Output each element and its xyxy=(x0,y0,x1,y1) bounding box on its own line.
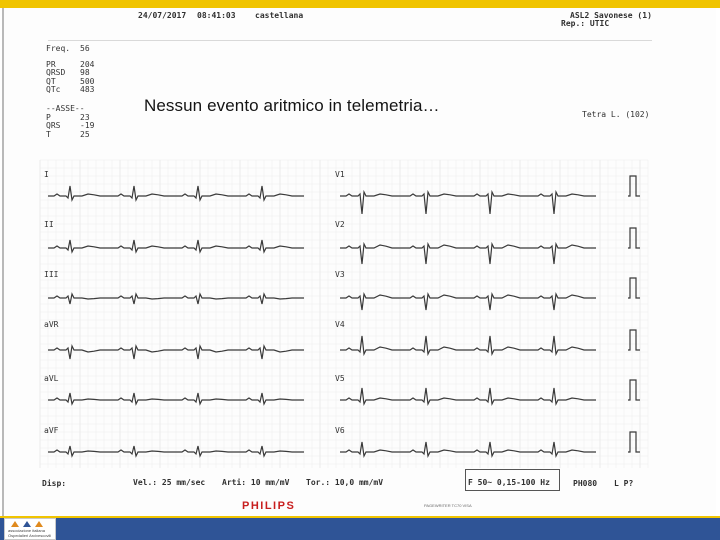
ecg-speed: Vel.: 25 mm/sec xyxy=(133,478,206,487)
lead-label-v6: V6 xyxy=(335,426,345,435)
ecg-filter: F 50~ 0,15-100 Hz xyxy=(468,478,550,487)
trace-v4 xyxy=(340,336,596,354)
lead-label-v1: V1 xyxy=(335,170,345,179)
lead-label-ii: II xyxy=(44,220,54,229)
measurement-value: 23 xyxy=(80,113,90,122)
brand-model: PAGEWRITER TC70 VISA xyxy=(424,503,472,508)
lead-label-v2: V2 xyxy=(335,220,345,229)
logo-line-2: Ospedalieri Arcivescovili xyxy=(8,533,52,538)
header-separator xyxy=(48,40,652,41)
ecg-department: Rep.: UTIC xyxy=(561,19,610,28)
calibration-pulse xyxy=(628,432,640,452)
measurement-value: 98 xyxy=(80,68,90,77)
philips-logo: PHILIPS xyxy=(242,500,296,512)
measurement-label: PR xyxy=(46,60,56,69)
ecg-date: 24/07/2017 xyxy=(138,11,187,20)
lead-label-avr: aVR xyxy=(44,320,59,329)
ecg-grid xyxy=(40,160,648,468)
calibration-pulse xyxy=(628,380,640,400)
measurement-value: 483 xyxy=(80,85,95,94)
lead-label-i: I xyxy=(44,170,49,179)
bottom-band xyxy=(0,518,720,540)
measurement-label: QT xyxy=(46,77,56,86)
measurement-value: 25 xyxy=(80,130,90,139)
trace-v2 xyxy=(340,244,596,264)
lead-label-v3: V3 xyxy=(335,270,345,279)
measurement-value: 204 xyxy=(80,60,95,69)
logo-line-1: associazione italiana xyxy=(8,528,45,533)
association-logo xyxy=(4,518,56,540)
calibration-pulse xyxy=(628,228,640,248)
ecg-device-code: PH080 xyxy=(573,479,598,488)
lead-label-avl: aVL xyxy=(44,374,59,383)
ecg-time: 08:41:03 xyxy=(197,11,236,20)
trace-v3 xyxy=(340,294,596,310)
lead-label-avf: aVF xyxy=(44,426,59,435)
ecg-patient-name: castellana xyxy=(255,11,304,20)
ecg-display-label: Disp: xyxy=(42,479,67,488)
calibration-pulse xyxy=(628,330,640,350)
slide-title: Nessun evento aritmico in telemetria… xyxy=(144,96,440,115)
measurement-label: QTc xyxy=(46,85,61,94)
ecg-hospital: ASL2 Savonese (1) xyxy=(570,11,652,20)
measurement-value: 56 xyxy=(80,44,90,53)
measurement-value: 500 xyxy=(80,77,95,86)
ecg-operator: Tetra L. (102) xyxy=(582,110,650,119)
ecg-page-code: L P? xyxy=(614,479,634,488)
measurement-label: T xyxy=(46,130,51,139)
trace-v6 xyxy=(340,442,596,456)
measurement-label: QRSD xyxy=(46,68,66,77)
measurement-label: P xyxy=(46,113,51,122)
calibration-pulse xyxy=(628,176,640,196)
lead-label-v4: V4 xyxy=(335,320,345,329)
measurement-label: Freq. xyxy=(46,44,71,53)
lead-label-v5: V5 xyxy=(335,374,345,383)
ecg-limb-gain: Arti: 10 mm/mV xyxy=(222,478,290,487)
measurement-value: -19 xyxy=(80,121,95,130)
lead-label-iii: III xyxy=(44,270,59,279)
measurement-label: QRS xyxy=(46,121,61,130)
measurement-label: --ASSE-- xyxy=(46,104,85,113)
trace-v5 xyxy=(340,388,596,404)
trace-v1 xyxy=(340,192,596,214)
ecg-chest-gain: Tor.: 10,0 mm/mV xyxy=(306,478,384,487)
